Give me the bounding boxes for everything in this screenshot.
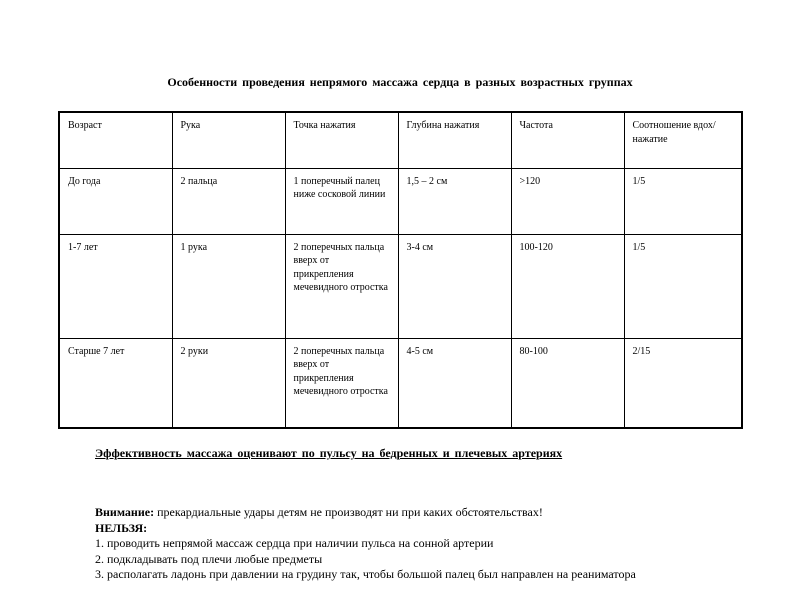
table-cell: Старше 7 лет xyxy=(59,338,172,428)
effectiveness-note: Эффективность массажа оценивают по пульсу на бедренных и плечевых артериях xyxy=(95,446,563,460)
warnings-block xyxy=(95,505,636,583)
warning-text: прекардиальные удары детям не производят ни при каких обстоятельствах! xyxy=(154,505,543,519)
table-cell: 1-7 лет xyxy=(59,234,172,338)
header-cell: Соотношение вдох/нажатие xyxy=(624,112,742,168)
table-row xyxy=(59,234,742,338)
header-cell: Рука xyxy=(172,112,285,168)
table-cell: 2 поперечных пальца вверх от прикрепления мечевидного отростка xyxy=(285,338,398,428)
massage-table xyxy=(58,111,743,429)
table-cell: 2 поперечных пальца вверх от прикрепления мечевидного отростка xyxy=(285,234,398,338)
table-cell: 2 пальца xyxy=(172,168,285,234)
table-row xyxy=(59,168,742,234)
table-cell: 4-5 см xyxy=(398,338,511,428)
table-cell: 2/15 xyxy=(624,338,742,428)
warning-line xyxy=(95,505,636,521)
header-cell: Глубина нажатия xyxy=(398,112,511,168)
table-cell: 80-100 xyxy=(511,338,624,428)
header-cell: Возраст xyxy=(59,112,172,168)
forbidden-item: 3. располагать ладонь при давлении на грудину так, чтобы большой палец был направлен на реаниматора xyxy=(95,567,636,581)
table-cell: 1/5 xyxy=(624,168,742,234)
header-cell: Точка нажатия xyxy=(285,112,398,168)
table-cell: 1/5 xyxy=(624,234,742,338)
forbidden-item: 2. подкладывать под плечи любые предметы xyxy=(95,551,323,566)
forbidden-item: 1. проводить непрямой массаж сердца при наличии пульса на сонной артерии xyxy=(95,536,494,550)
warning-label: Внимание: xyxy=(95,505,155,519)
table-cell: 2 руки xyxy=(172,338,285,428)
header-cell: Частота xyxy=(511,112,624,168)
table-cell: 100-120 xyxy=(511,234,624,338)
page-title: Особенности проведения непрямого массажа сердца в разных возрастных группах xyxy=(167,75,633,89)
table-row xyxy=(59,338,742,428)
table-cell: До года xyxy=(59,168,172,234)
forbidden-label: НЕЛЬЗЯ: xyxy=(95,520,148,535)
table-header-row xyxy=(59,112,742,168)
table-cell: 3-4 см xyxy=(398,234,511,338)
table-cell: 1 рука xyxy=(172,234,285,338)
table-cell: >120 xyxy=(511,168,624,234)
table-cell: 1 поперечный палец ниже сосковой линии xyxy=(285,168,398,234)
table-cell: 1,5 – 2 см xyxy=(398,168,511,234)
